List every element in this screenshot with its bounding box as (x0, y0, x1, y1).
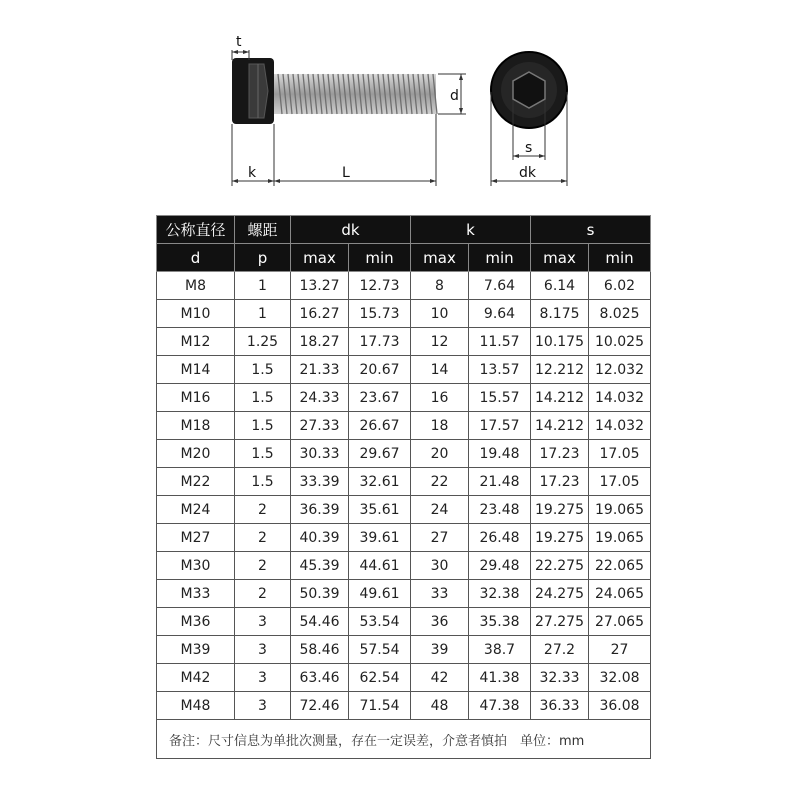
table-cell: 38.7 (469, 636, 531, 664)
table-cell: 1.5 (235, 468, 291, 496)
table-cell: 42 (411, 664, 469, 692)
table-cell: 36.39 (291, 496, 349, 524)
table-cell: 3 (235, 664, 291, 692)
table-cell: 32.33 (531, 664, 589, 692)
table-cell: 8 (411, 272, 469, 300)
table-cell: 13.57 (469, 356, 531, 384)
table-cell: M20 (157, 440, 235, 468)
table-cell: M33 (157, 580, 235, 608)
table-cell: 12 (411, 328, 469, 356)
table-row (157, 356, 651, 384)
table-cell: 24.275 (531, 580, 589, 608)
header-nominal-diameter: 公称直径 (157, 216, 235, 244)
label-k: k (248, 165, 257, 181)
table-row (157, 272, 651, 300)
table-cell: 32.61 (349, 468, 411, 496)
table-cell: 19.275 (531, 496, 589, 524)
table-cell: 1.5 (235, 440, 291, 468)
table-cell: 39 (411, 636, 469, 664)
table-row (157, 468, 651, 496)
table-row (157, 412, 651, 440)
table-cell: 22.275 (531, 552, 589, 580)
table-cell: 27 (589, 636, 651, 664)
table-cell: 35.61 (349, 496, 411, 524)
table-cell: 1.5 (235, 356, 291, 384)
screw-drawing (0, 0, 800, 200)
table-cell: 14.032 (589, 384, 651, 412)
screw-head (232, 58, 274, 124)
table-cell: 12.212 (531, 356, 589, 384)
table-note: 备注：尺寸信息为单批次测量，存在一定误差，介意者慎拍 单位：mm (157, 720, 651, 759)
table-cell: 40.39 (291, 524, 349, 552)
table-cell: 63.46 (291, 664, 349, 692)
table-cell: 18 (411, 412, 469, 440)
screw-end-view (491, 52, 567, 128)
table-cell: 62.54 (349, 664, 411, 692)
table-cell: 3 (235, 636, 291, 664)
table-cell: 21.33 (291, 356, 349, 384)
table-row (157, 608, 651, 636)
table-cell: 54.46 (291, 608, 349, 636)
table-cell: M22 (157, 468, 235, 496)
header-pitch: 螺距 (235, 216, 291, 244)
subheader-k-max: max (411, 244, 469, 272)
subheader-dk-min: min (349, 244, 411, 272)
table-cell: 26.67 (349, 412, 411, 440)
label-d: d (450, 88, 459, 104)
table-cell: 2 (235, 552, 291, 580)
table-cell: 19.275 (531, 524, 589, 552)
table-cell: 17.05 (589, 468, 651, 496)
header-dk: dk (291, 216, 411, 244)
table-row (157, 524, 651, 552)
table-cell: 53.54 (349, 608, 411, 636)
table-cell: 22.065 (589, 552, 651, 580)
table-cell: 20 (411, 440, 469, 468)
spec-table (156, 215, 651, 759)
table-cell: 35.38 (469, 608, 531, 636)
table-cell: 1.5 (235, 384, 291, 412)
table-cell: 2 (235, 496, 291, 524)
table-cell: 13.27 (291, 272, 349, 300)
table-cell: 20.67 (349, 356, 411, 384)
table-row (157, 328, 651, 356)
table-cell: 14.212 (531, 412, 589, 440)
table-cell: 47.38 (469, 692, 531, 720)
table-cell: 33.39 (291, 468, 349, 496)
table-cell: 45.39 (291, 552, 349, 580)
table-cell: 50.39 (291, 580, 349, 608)
table-cell: 33 (411, 580, 469, 608)
table-cell: 36.33 (531, 692, 589, 720)
screw-shaft (274, 74, 437, 114)
table-cell: 32.08 (589, 664, 651, 692)
table-cell: 24 (411, 496, 469, 524)
table-cell: 17.73 (349, 328, 411, 356)
subheader-dk-max: max (291, 244, 349, 272)
header-s: s (531, 216, 651, 244)
table-cell: 27.2 (531, 636, 589, 664)
table-cell: 22 (411, 468, 469, 496)
table-cell: M16 (157, 384, 235, 412)
header-row-1 (157, 216, 651, 244)
table-cell: 44.61 (349, 552, 411, 580)
table-cell: 30 (411, 552, 469, 580)
header-row-2 (157, 244, 651, 272)
table-cell: 10.025 (589, 328, 651, 356)
table-cell: 2 (235, 524, 291, 552)
table-row (157, 384, 651, 412)
table-cell: 30.33 (291, 440, 349, 468)
table-cell: 1 (235, 272, 291, 300)
table-cell: 2 (235, 580, 291, 608)
table-cell: 14.212 (531, 384, 589, 412)
table-cell: 26.48 (469, 524, 531, 552)
table-cell: 7.64 (469, 272, 531, 300)
table-row (157, 580, 651, 608)
table-cell: 18.27 (291, 328, 349, 356)
table-cell: 27.33 (291, 412, 349, 440)
table-cell: 29.67 (349, 440, 411, 468)
table-cell: 27.275 (531, 608, 589, 636)
table-cell: 10.175 (531, 328, 589, 356)
table-cell: 57.54 (349, 636, 411, 664)
table-cell: 29.48 (469, 552, 531, 580)
label-s: s (525, 140, 533, 156)
table-cell: M24 (157, 496, 235, 524)
table-cell: M39 (157, 636, 235, 664)
table-row (157, 440, 651, 468)
table-cell: 3 (235, 692, 291, 720)
table-cell: 23.67 (349, 384, 411, 412)
table-cell: 23.48 (469, 496, 531, 524)
table-body (157, 272, 651, 720)
table-cell: 16.27 (291, 300, 349, 328)
table-cell: 19.065 (589, 524, 651, 552)
table-cell: 27.065 (589, 608, 651, 636)
table-cell: 27 (411, 524, 469, 552)
table-cell: 15.73 (349, 300, 411, 328)
label-t: t (236, 34, 242, 50)
table-cell: 72.46 (291, 692, 349, 720)
subheader-p: p (235, 244, 291, 272)
table-row (157, 496, 651, 524)
table-cell: 12.032 (589, 356, 651, 384)
label-L: L (342, 165, 350, 181)
table-cell: 8.025 (589, 300, 651, 328)
table-cell: 36 (411, 608, 469, 636)
table-cell: 58.46 (291, 636, 349, 664)
table-cell: M14 (157, 356, 235, 384)
table-cell: 48 (411, 692, 469, 720)
table-cell: 12.73 (349, 272, 411, 300)
table-cell: 10 (411, 300, 469, 328)
subheader-d: d (157, 244, 235, 272)
table-cell: 14 (411, 356, 469, 384)
table-cell: 17.23 (531, 468, 589, 496)
table-row (157, 692, 651, 720)
table-cell: M27 (157, 524, 235, 552)
table-cell: M48 (157, 692, 235, 720)
table-cell: 1.5 (235, 412, 291, 440)
table-cell: 15.57 (469, 384, 531, 412)
table-cell: 6.14 (531, 272, 589, 300)
table-row (157, 664, 651, 692)
table-cell: 6.02 (589, 272, 651, 300)
subheader-k-min: min (469, 244, 531, 272)
subheader-s-min: min (589, 244, 651, 272)
table-cell: M12 (157, 328, 235, 356)
table-cell: 32.38 (469, 580, 531, 608)
table-cell: 9.64 (469, 300, 531, 328)
subheader-s-max: max (531, 244, 589, 272)
table-cell: M10 (157, 300, 235, 328)
table-row (157, 636, 651, 664)
table-cell: 71.54 (349, 692, 411, 720)
header-k: k (411, 216, 531, 244)
table-cell: 17.23 (531, 440, 589, 468)
table-cell: 1.25 (235, 328, 291, 356)
table-cell: 17.57 (469, 412, 531, 440)
table-cell: M30 (157, 552, 235, 580)
table-cell: 17.05 (589, 440, 651, 468)
label-dk: dk (519, 165, 536, 181)
table-cell: 24.33 (291, 384, 349, 412)
table-cell: 49.61 (349, 580, 411, 608)
table-cell: 24.065 (589, 580, 651, 608)
table-cell: 8.175 (531, 300, 589, 328)
table-cell: 11.57 (469, 328, 531, 356)
table-cell: M8 (157, 272, 235, 300)
table-cell: 36.08 (589, 692, 651, 720)
table-cell: M36 (157, 608, 235, 636)
table-cell: 19.48 (469, 440, 531, 468)
table-cell: 1 (235, 300, 291, 328)
table-cell: 39.61 (349, 524, 411, 552)
note-row (157, 720, 651, 759)
table-cell: 16 (411, 384, 469, 412)
table-cell: 41.38 (469, 664, 531, 692)
table-row (157, 300, 651, 328)
table-cell: M42 (157, 664, 235, 692)
table-cell: 3 (235, 608, 291, 636)
table-cell: 21.48 (469, 468, 531, 496)
table-cell: M18 (157, 412, 235, 440)
table-cell: 14.032 (589, 412, 651, 440)
table-cell: 19.065 (589, 496, 651, 524)
table-row (157, 552, 651, 580)
